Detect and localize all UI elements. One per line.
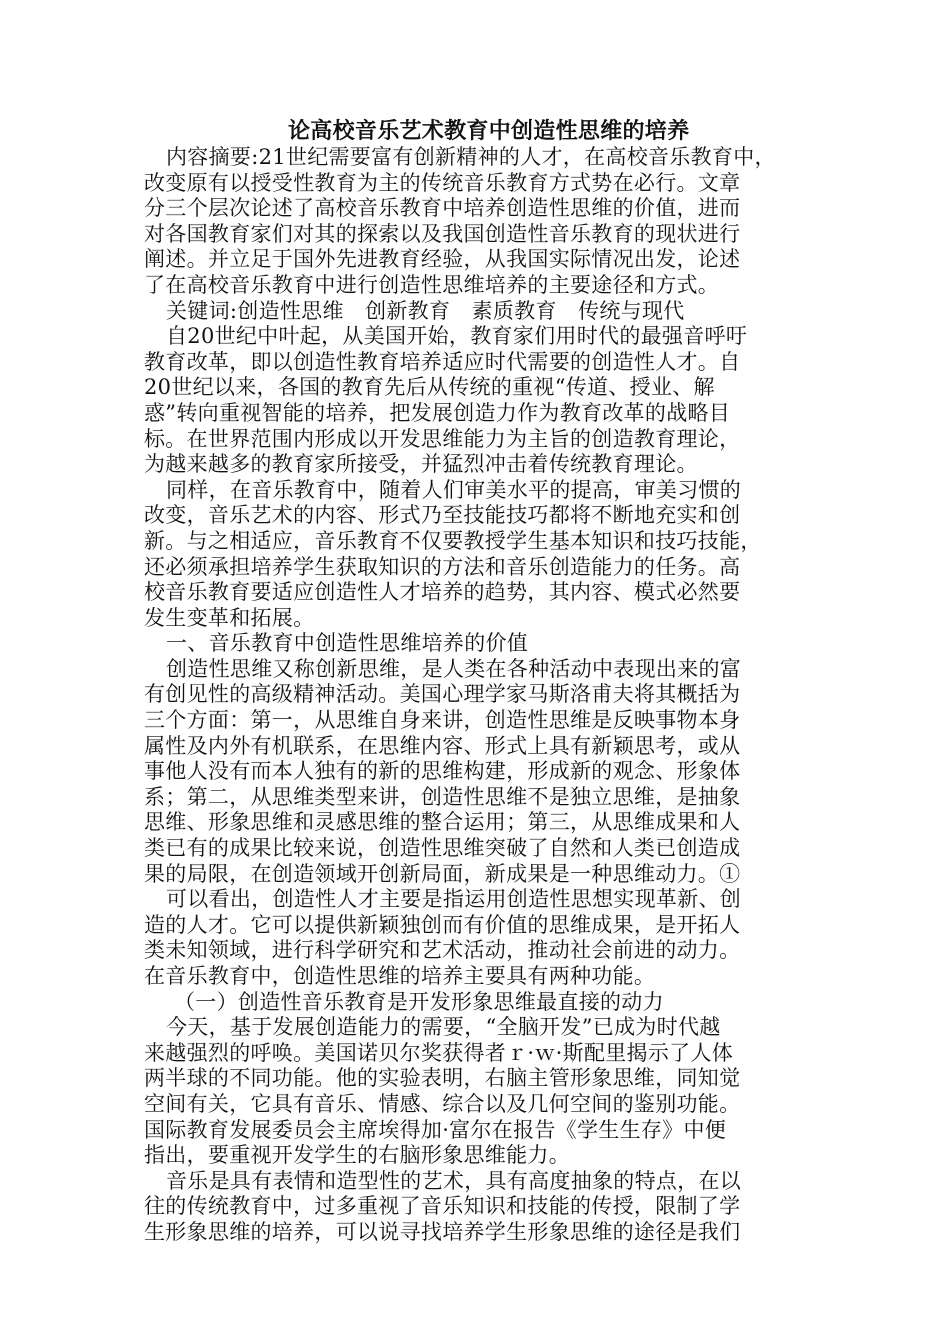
abstract-line: 了在高校音乐教育中进行创造性思维培养的主要途径和方式。 — [144, 272, 720, 297]
paragraph-line: 类未知领域，进行科学研究和艺术活动，推动社会前进的动力。 — [144, 938, 741, 963]
paragraph-line: 来越强烈的呼唤。美国诺贝尔奖获得者ｒ·ｗ·斯配里揭示了人体 — [144, 1040, 734, 1065]
paragraph-line: 自20世纪中叶起，从美国开始，教育家们用时代的最强音呼吁 — [166, 324, 748, 349]
paragraph-line: 属性及内外有机联系，在思维内容、形式上具有新颖思考，或从 — [144, 733, 741, 758]
document-body — [144, 119, 804, 1246]
paragraph-line: 思维、形象思维和灵感思维的整合运用；第三，从思维成果和人 — [144, 810, 741, 835]
abstract-line: 改变原有以授受性教育为主的传统音乐教育方式势在必行。文章 — [144, 170, 741, 195]
paragraph-line: 指出，要重视开发学生的右脑形象思维能力。 — [144, 1143, 570, 1168]
abstract-line: 分三个层次论述了高校音乐教育中培养创造性思维的价值，进而 — [144, 196, 741, 221]
paragraph-line: 发生变革和拓展。 — [144, 605, 315, 630]
subsection-heading: （一）创造性音乐教育是开发形象思维最直接的动力 — [174, 989, 664, 1014]
paragraph-line: 类已有的成果比较来说，创造性思维突破了自然和人类已创造成 — [144, 836, 741, 861]
paragraph-line: 校音乐教育要适应创造性人才培养的趋势，其内容、模式必然要 — [144, 580, 741, 605]
abstract-line: 阐述。并立足于国外先进教育经验，从我国实际情况出发，论述 — [144, 247, 741, 272]
paragraph-line: 为越来越多的教育家所接受，并猛烈冲击着传统教育理论。 — [144, 452, 698, 477]
paragraph-line: 国际教育发展委员会主席埃得加·富尔在报告《学生生存》中便 — [144, 1117, 727, 1142]
paragraph-line: 事他人没有而本人独有的新的思维构建，形成新的观念、形象体 — [144, 759, 741, 784]
paragraph-line: 教育改革，即以创造性教育培养适应时代需要的创造性人才。自 — [144, 349, 741, 374]
paragraph-line: 造的人才。它可以提供新颖独创而有价值的思维成果，是开拓人 — [144, 912, 741, 937]
paragraph-line: 可以看出，创造性人才主要是指运用创造性思想实现革新、创 — [166, 887, 742, 912]
keywords-line: 关键词:创造性思维 创新教育 素质教育 传统与现代 — [166, 298, 685, 323]
paragraph-line: 往的传统教育中，过多重视了音乐知识和技能的传授，限制了学 — [144, 1194, 741, 1219]
abstract-line: 对各国教育家们对其的探索以及我国创造性音乐教育的现状进行 — [144, 221, 741, 246]
abstract-line: 内容摘要:21世纪需要富有创新精神的人才，在高校音乐教育中， — [166, 145, 776, 169]
paragraph-line: 改变，音乐艺术的内容、形式乃至技能技巧都将不断地充实和创 — [144, 503, 741, 528]
paragraph-line: 还必须承担培养学生获取知识的方法和音乐创造能力的任务。高 — [144, 554, 741, 579]
paragraph-line: 标。在世界范围内形成以开发思维能力为主旨的创造教育理论， — [144, 426, 741, 451]
paragraph-line: 音乐是具有表情和造型性的艺术，具有高度抽象的特点，在以 — [166, 1168, 742, 1193]
paragraph-line: 惑”转向重视智能的培养，把发展创造力作为教育改革的战略目 — [144, 400, 731, 425]
paragraph-line: 同样，在音乐教育中，随着人们审美水平的提高，审美习惯的 — [166, 477, 742, 502]
paragraph-line: 今天，基于发展创造能力的需要，“全脑开发”已成为时代越 — [166, 1015, 721, 1040]
paragraph-line: 有创见性的高级精神活动。美国心理学家马斯洛甫夫将其概括为 — [144, 682, 741, 707]
paragraph-line: 创造性思维又称创新思维，是人类在各种活动中表现出来的富 — [166, 656, 742, 681]
paragraph-line: 20世纪以来，各国的教育先后从传统的重视“传道、授业、解 — [144, 375, 715, 400]
paragraph-line: 生形象思维的培养，可以说寻找培养学生形象思维的途径是我们 — [144, 1219, 741, 1244]
document-title: 论高校音乐艺术教育中创造性思维的培养 — [288, 119, 690, 144]
paragraph-line: 新。与之相适应，音乐教育不仅要教授学生基本知识和技巧技能， — [144, 528, 762, 553]
paragraph-line: 三个方面：第一，从思维自身来讲，创造性思维是反映事物本身 — [144, 708, 741, 733]
paragraph-line: 两半球的不同功能。他的实验表明，右脑主管形象思维，同知觉 — [144, 1066, 741, 1091]
paragraph-line: 在音乐教育中，创造性思维的培养主要具有两种功能。 — [144, 964, 656, 988]
paragraph-line: 系；第二，从思维类型来讲，创造性思维不是独立思维，是抽象 — [144, 784, 741, 809]
paragraph-line: 空间有关，它具有音乐、情感、综合以及几何空间的鉴别功能。 — [144, 1091, 741, 1116]
paragraph-line: 果的局限，在创造领域开创新局面，新成果是一种思维动力。① — [144, 861, 741, 886]
section-heading: 一、音乐教育中创造性思维培养的价值 — [166, 631, 529, 656]
